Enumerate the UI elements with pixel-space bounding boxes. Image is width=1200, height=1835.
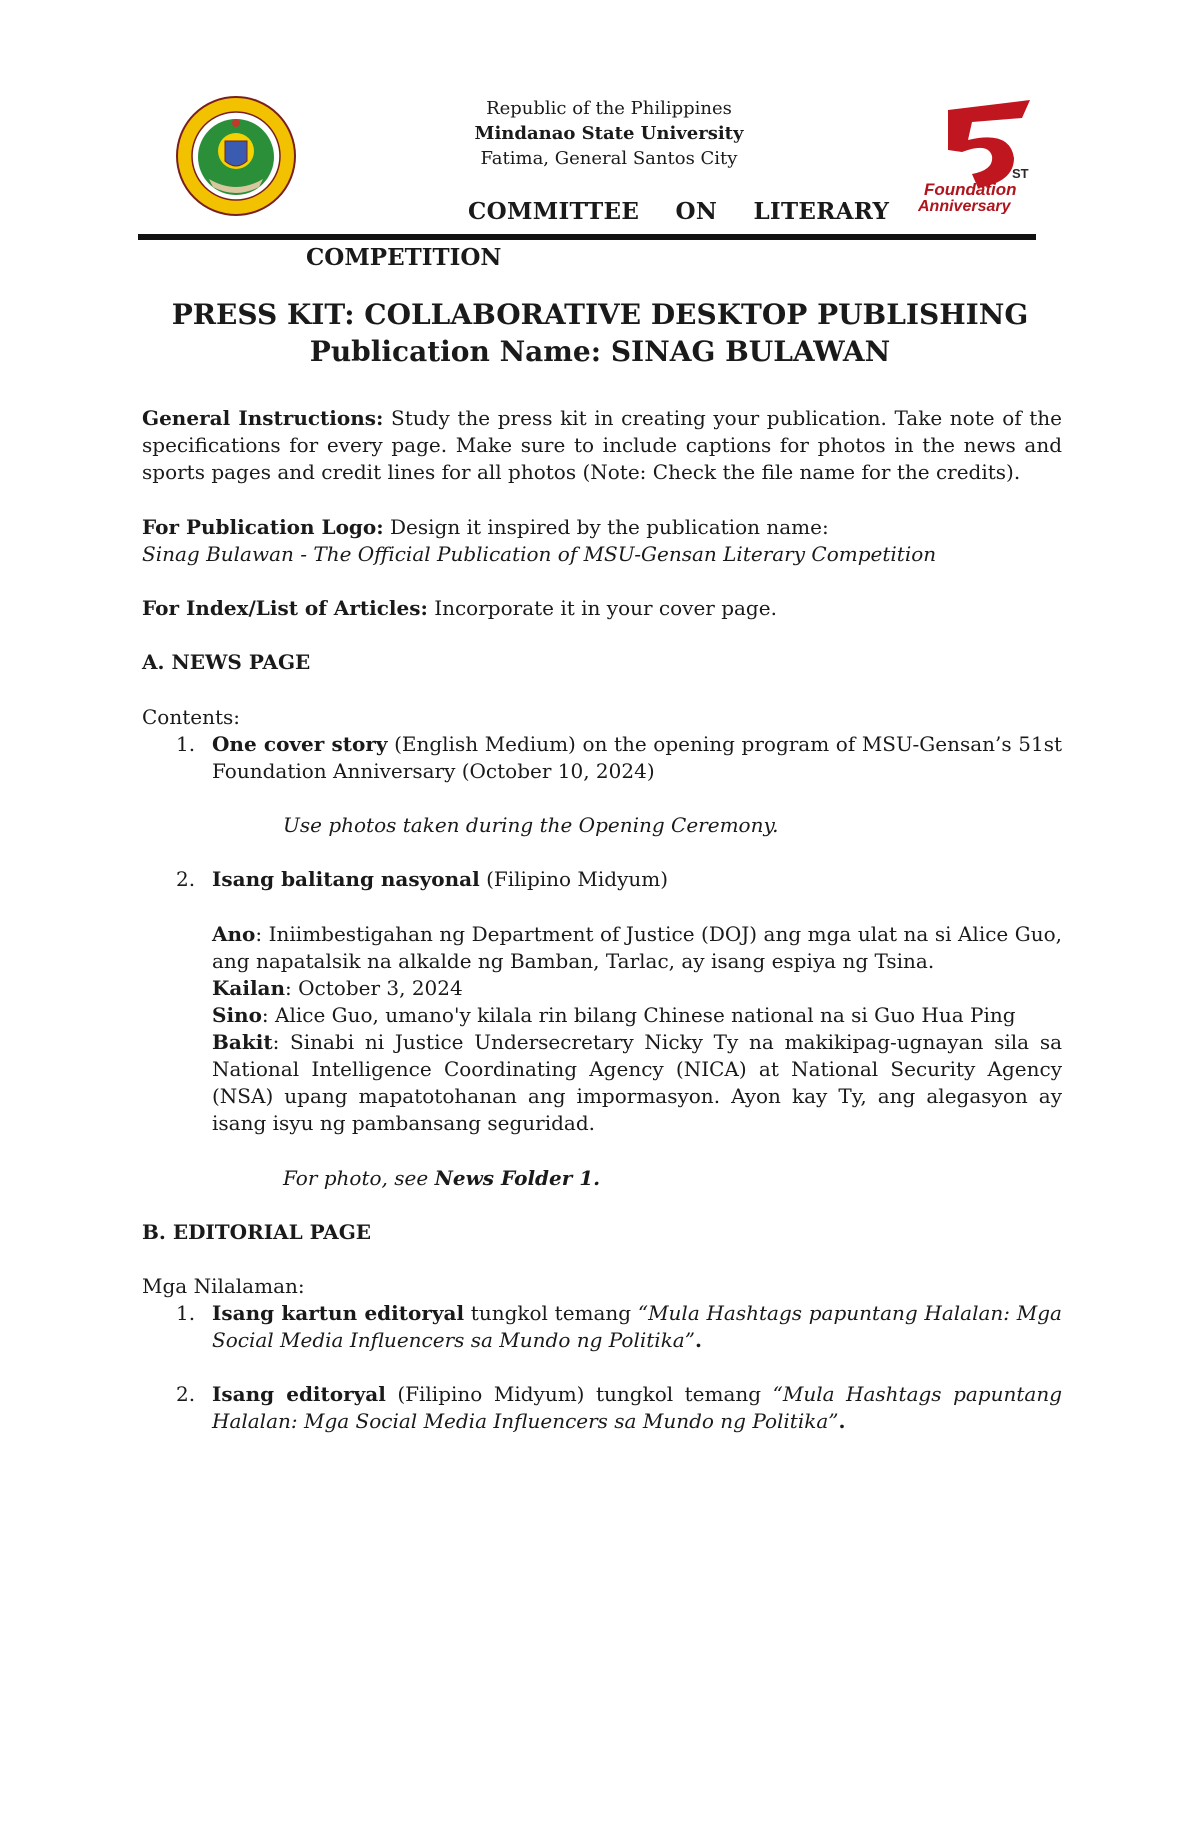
editorial-item2-number: 2.: [176, 1382, 196, 1406]
index-instruction: [142, 595, 1062, 622]
press-kit-title: PRESS KIT: COLLABORATIVE DESKTOP PUBLISHING: [171, 298, 1029, 331]
location-line: Fatima, General Santos City: [480, 148, 738, 169]
news-item2-sino: Sino: Alice Guo, umano'y kilala rin bilang Chinese national na si Guo Hua Ping: [212, 1003, 1016, 1027]
news-item2-photo-note: For photo, see News Folder 1.: [283, 1166, 601, 1190]
news-item2-bold: Isang balitang nasyonal: [212, 867, 480, 891]
news-item1-note: Use photos taken during the Opening Ceremony.: [283, 813, 779, 837]
news-item2-number: 2.: [176, 867, 196, 891]
editorial-item2: Isang editoryal (Filipino Midyum) tungkol temang “Mula Hashtags papuntang Halalan: Mga Social Media Influencers sa Mundo ng Politika”.: [212, 1382, 1063, 1433]
editorial-item1: Isang kartun editoryal tungkol temang “Mula Hashtags papuntang Halalan: Mga Social Media Influencers sa Mundo ng Politika”.: [212, 1301, 1062, 1352]
news-item1: [212, 731, 1062, 785]
index-text: Incorporate it in your cover page.: [434, 596, 777, 620]
general-label: General Instructions:: [142, 406, 384, 430]
editorial-item1-number: 1.: [176, 1301, 196, 1325]
news-page-heading: A. NEWS PAGE: [142, 650, 311, 674]
general-instructions: [142, 405, 1062, 486]
anniv-st-text: ST: [1012, 166, 1029, 181]
logo-label: For Publication Logo:: [142, 515, 384, 539]
news-item1-number: 1.: [176, 732, 196, 756]
letterhead: [0, 96, 1200, 171]
anniv-foundation-text: Foundation: [924, 180, 1017, 199]
publication-subtitle: Sinag Bulawan - The Official Publication of MSU-Gensan Literary Competition: [142, 542, 937, 566]
index-label: For Index/List of Articles:: [142, 596, 428, 620]
republic-line: Republic of the Philippines: [486, 98, 732, 119]
committee-heading: COMMITTEE ON LITERARY: [468, 198, 890, 225]
news-contents-label: Contents:: [142, 705, 241, 729]
competition-heading: COMPETITION: [306, 244, 502, 271]
university-line: Mindanao State University: [474, 123, 744, 144]
publication-logo-instruction: [142, 514, 1062, 541]
logo-text: Design it inspired by the publication name:: [390, 515, 829, 539]
news-item2: [212, 866, 1062, 893]
news-item1-text: (English Medium) on the opening program of MSU-Gensan’s 51st Foundation Anniversary (October 10, 2024): [212, 732, 1062, 783]
general-text: Study the press kit in creating your publication. Take note of the specifications for every page. Make sure to include captions for photos in the news and sports pages and credit lines for all photos (Note: Check the file name for the credits).: [142, 406, 1063, 484]
news-item2-bakit: Bakit: Sinabi ni Justice Undersecretary Nicky Ty na makikipag-ugnayan sila sa National Intelligence Coordinating Agency (NICA) at National Security Agency (NSA) upang mapatotohanan ang impormasyon. Ayon kay Ty, ang alegasyon ay isang isyu ng pambansang seguridad.: [212, 1030, 1062, 1135]
editorial-contents-label: Mga Nilalaman:: [142, 1274, 305, 1298]
publication-name-title: Publication Name: SINAG BULAWAN: [309, 335, 891, 368]
editorial-page-heading: B. EDITORIAL PAGE: [142, 1220, 372, 1244]
header-divider: [138, 234, 1036, 240]
news-item1-bold: One cover story: [212, 732, 388, 756]
news-item2-kailan: Kailan: October 3, 2024: [212, 976, 463, 1000]
news-item2-text: (Filipino Midyum): [486, 867, 669, 891]
anniv-anniversary-text: Anniversary: [918, 198, 1011, 214]
news-item2-ano: Ano: Iniimbestigahan ng Department of Justice (DOJ) ang mga ulat na si Alice Guo, ang napatalsik na alkalde ng Bamban, Tarlac, ay isang espiya ng Tsina.: [212, 922, 1062, 973]
